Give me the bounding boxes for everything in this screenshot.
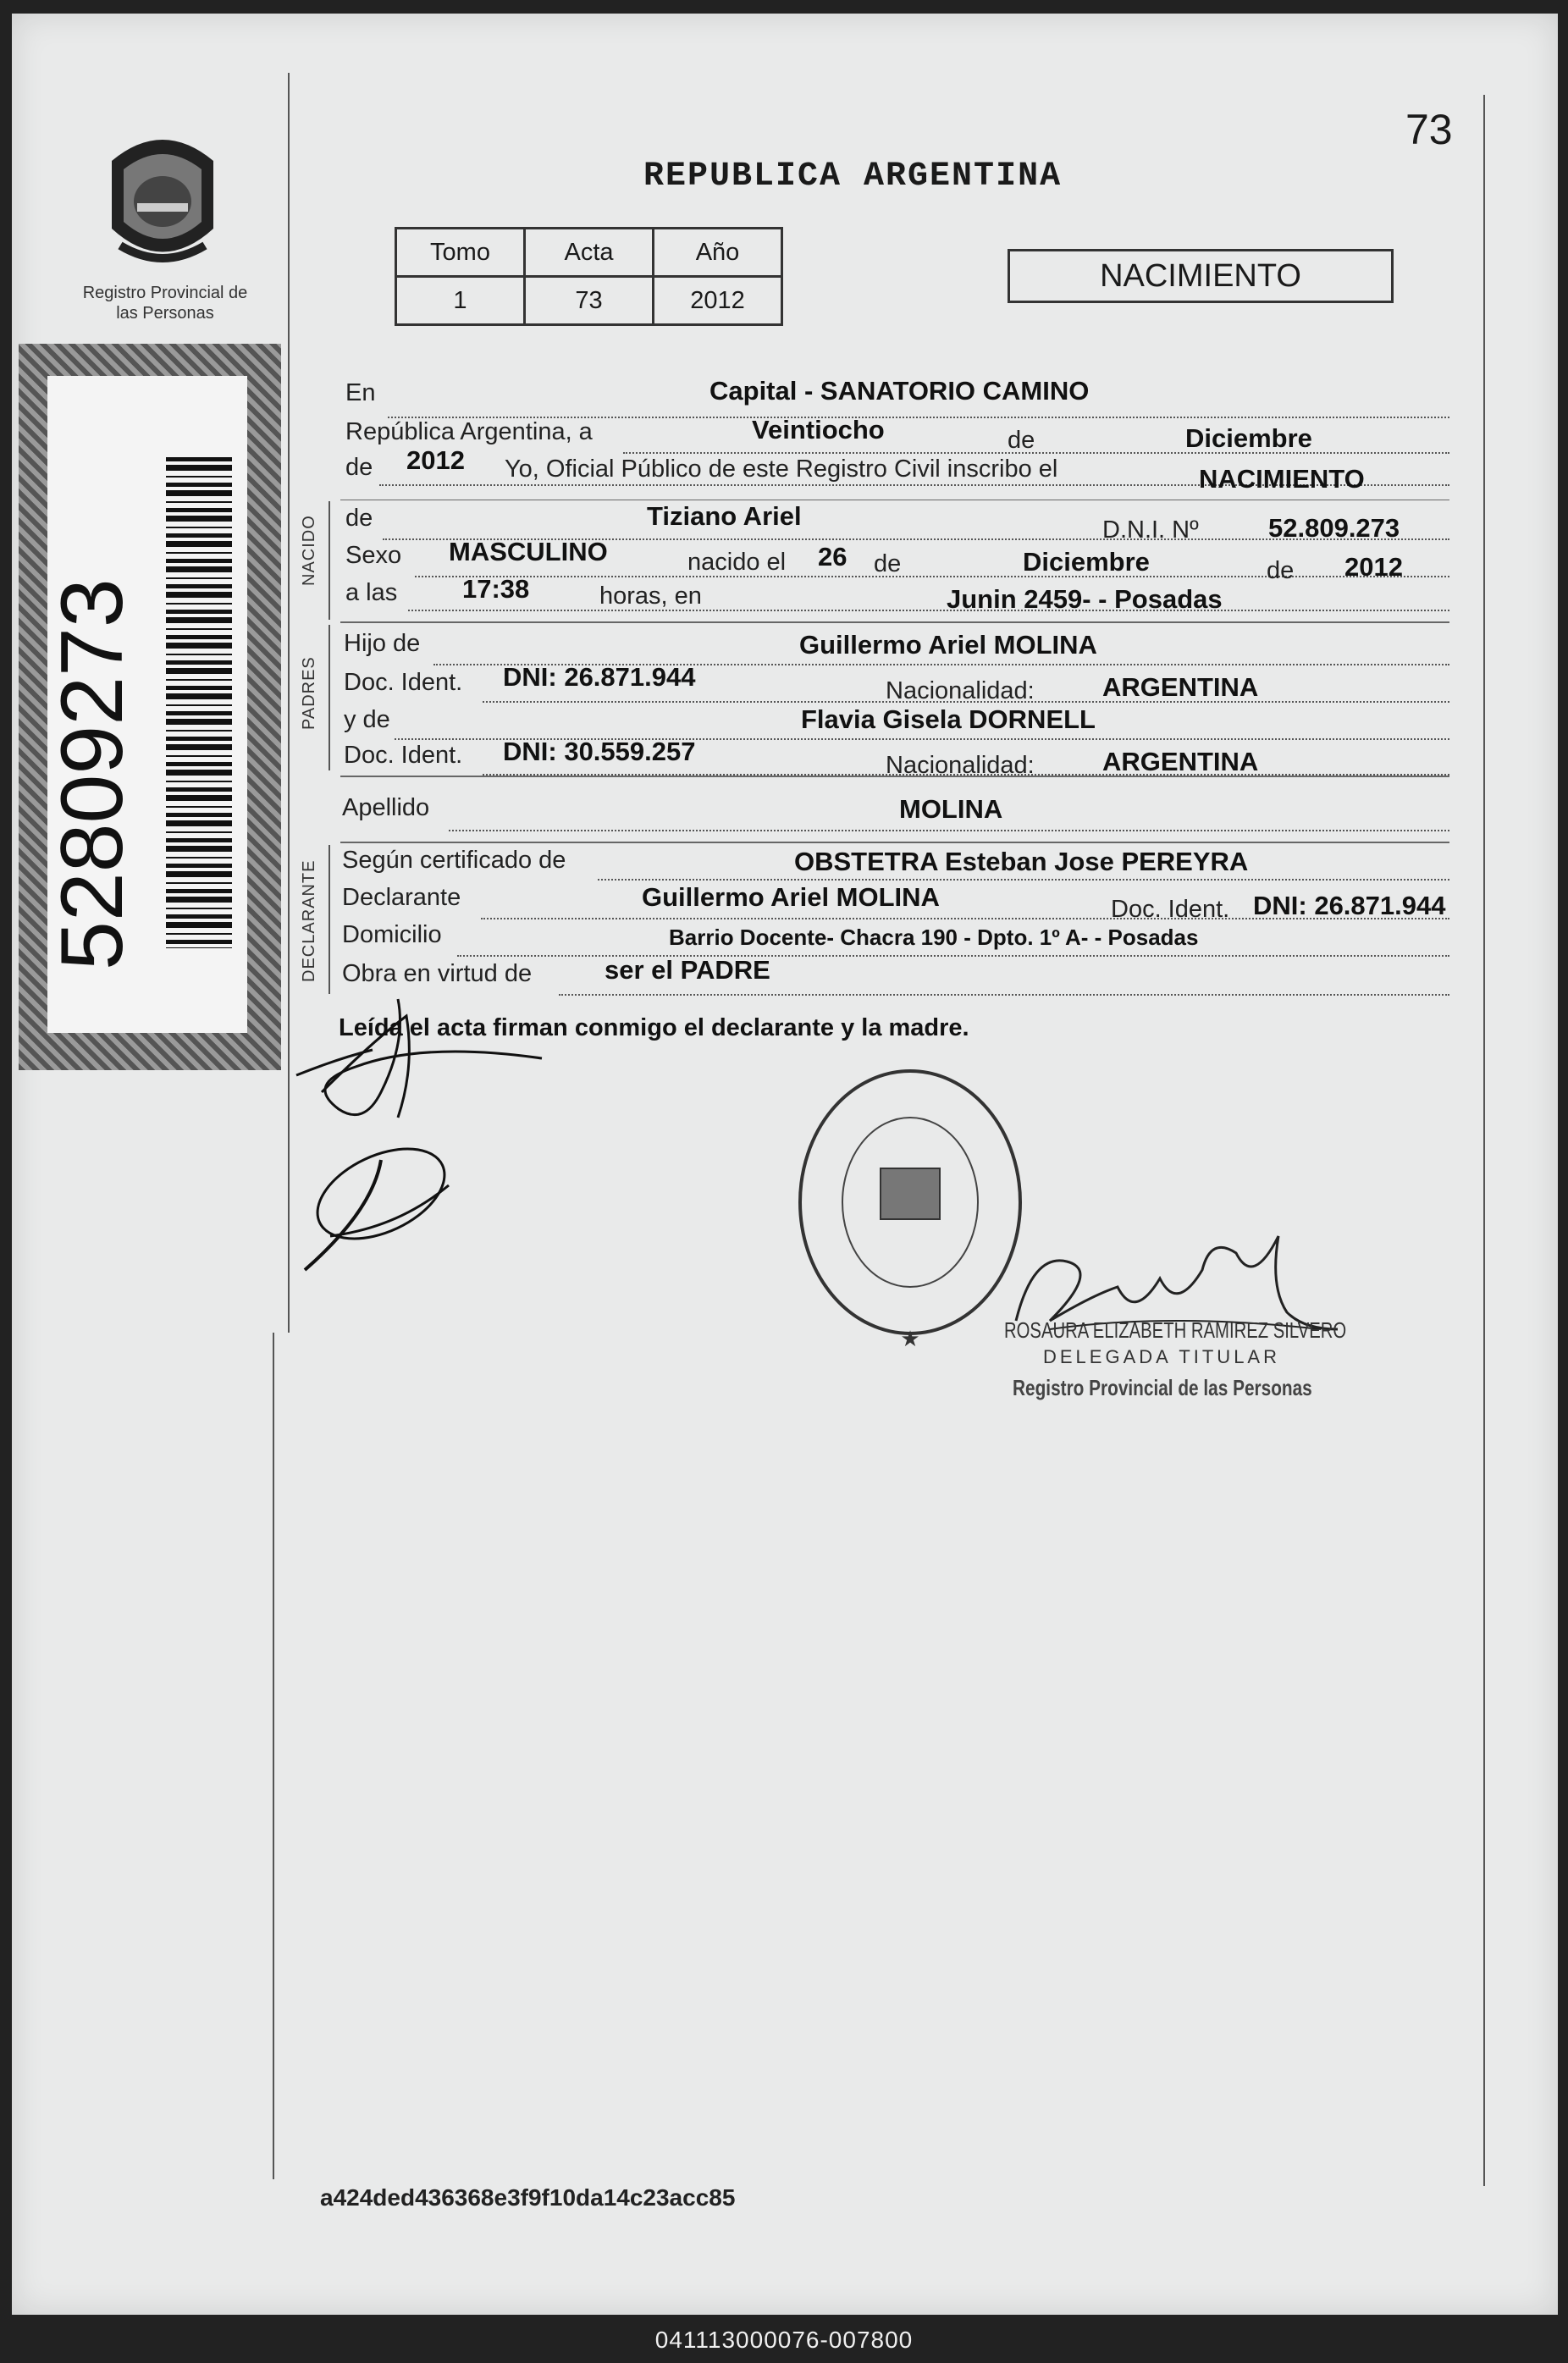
value-doc-declarante: DNI: 26.871.944: [1253, 891, 1446, 920]
registry-value-anio: 2012: [654, 277, 782, 325]
label-sexo: Sexo: [345, 542, 402, 569]
bracket-nacido: [329, 501, 330, 620]
side-id-number: 52809273: [43, 578, 141, 970]
left-margin-line-lower: [273, 1333, 274, 2179]
label-y-de: y de: [344, 706, 390, 733]
registry-header-anio: Año: [654, 229, 782, 277]
bracket-declarante: [329, 845, 330, 994]
label-doc-madre: Doc. Ident.: [344, 742, 463, 769]
value-dia-nacimiento: 26: [818, 542, 847, 571]
dots-obra: [559, 994, 1449, 996]
bracket-padres: [329, 625, 330, 770]
page-number: 73: [1405, 106, 1453, 153]
value-anio-nacimiento: 2012: [1344, 552, 1403, 582]
value-sexo: MASCULINO: [449, 537, 608, 566]
label-doc-padre: Doc. Ident.: [344, 669, 463, 696]
province-seal-icon: [95, 127, 230, 279]
value-apellido: MOLINA: [899, 794, 1003, 824]
label-nac-madre: Nacionalidad:: [886, 752, 1035, 779]
value-padre: Guillermo Ariel MOLINA: [799, 630, 1097, 660]
label-en: En: [345, 379, 376, 406]
section-label-nacido: NACIDO: [300, 515, 318, 586]
dots-republica: [623, 452, 1449, 454]
document-hash: a424ded436368e3f9f10da14c23acc85: [320, 2184, 736, 2211]
value-mes-nacimiento: Diciembre: [1023, 547, 1150, 577]
section-label-declarante: DECLARANTE: [300, 859, 318, 982]
stamp-official-role: DELEGADA TITULAR: [1043, 1346, 1280, 1367]
value-anio-acta: 2012: [406, 445, 465, 475]
label-segun-certificado: Según certificado de: [342, 847, 566, 874]
value-nac-madre: ARGENTINA: [1102, 747, 1259, 776]
label-de-mes: de: [1008, 427, 1035, 454]
dots-certificado: [598, 879, 1449, 881]
label-apellido: Apellido: [342, 794, 430, 821]
value-dni: 52.809.273: [1268, 513, 1400, 543]
dots-hora: [408, 610, 1449, 611]
value-dia-acta: Veintiocho: [752, 415, 885, 444]
registry-value-acta: 73: [525, 277, 654, 325]
label-de-mes-nac: de: [874, 550, 902, 577]
page-title: REPUBLICA ARGENTINA: [643, 157, 1063, 196]
label-a-las: a las: [345, 579, 398, 606]
value-obra: ser el PADRE: [605, 955, 770, 985]
label-de-anio: de: [345, 454, 373, 481]
stamp-official-name: ROSAURA ELIZABETH RAMIREZ SILVERO: [1004, 1317, 1347, 1343]
label-de-anio-nac: de: [1267, 557, 1295, 584]
official-stamp-icon: [787, 1067, 1033, 1372]
value-hora: 17:38: [462, 574, 530, 604]
value-nombre: Tiziano Ariel: [647, 501, 802, 531]
label-nacido-el: nacido el: [687, 549, 787, 576]
value-doc-madre: DNI: 30.559.257: [503, 737, 696, 766]
right-margin-line: [1483, 95, 1485, 2186]
label-republica: República Argentina, a: [345, 418, 593, 445]
section-label-padres: PADRES: [300, 656, 318, 730]
registry-label: Registro Provincial de las Personas: [82, 284, 248, 323]
label-doc-declarante: Doc. Ident.: [1111, 896, 1230, 923]
label-declarante: Declarante: [342, 884, 461, 911]
value-tipo-acta: NACIMIENTO: [1199, 464, 1365, 494]
svg-text:★: ★: [900, 1326, 920, 1351]
label-domicilio: Domicilio: [342, 921, 442, 948]
label-horas-en: horas, en: [599, 582, 702, 610]
label-nac-padre: Nacionalidad:: [886, 677, 1035, 704]
barcode: [166, 457, 232, 948]
label-dni: D.N.I. Nº: [1102, 516, 1199, 544]
registry-table: [395, 227, 783, 326]
dots-apellido: [449, 830, 1449, 831]
label-de-nombre: de: [345, 505, 373, 532]
value-nac-padre: ARGENTINA: [1102, 672, 1259, 702]
value-mes-acta: Diciembre: [1185, 423, 1312, 453]
value-madre: Flavia Gisela DORNELL: [801, 704, 1096, 734]
value-declarante: Guillermo Ariel MOLINA: [642, 882, 940, 912]
label-obra: Obra en virtud de: [342, 960, 533, 987]
signature-madre-icon: [279, 1135, 466, 1287]
value-domicilio: Barrio Docente- Chacra 190 - Dpto. 1º A- - Posadas: [669, 925, 1199, 950]
scan-code: 041113000076-007800: [654, 2327, 914, 2353]
closing-text: Leída el acta firman conmigo el declarante y la madre.: [339, 1014, 969, 1041]
divider-declarante-top: [340, 842, 1449, 843]
doc-type-box: NACIMIENTO: [1008, 249, 1394, 303]
registry-value-tomo: 1: [396, 277, 525, 325]
divider-padres-top: [340, 621, 1449, 623]
value-en: Capital - SANATORIO CAMINO: [709, 376, 1090, 406]
value-doc-padre: DNI: 26.871.944: [503, 662, 696, 692]
label-oficial: Yo, Oficial Público de este Registro Civil inscribo el: [505, 455, 1058, 483]
registry-header-tomo: Tomo: [396, 229, 525, 277]
value-certificado: OBSTETRA Esteban Jose PEREYRA: [794, 847, 1249, 876]
stamp-official-org: Registro Provincial de las Personas: [1013, 1375, 1312, 1400]
dots-sexo: [415, 576, 1449, 577]
value-lugar-nacimiento: Junin 2459- - Posadas: [947, 584, 1223, 614]
label-hijo-de: Hijo de: [344, 630, 421, 657]
registry-header-acta: Acta: [525, 229, 654, 277]
